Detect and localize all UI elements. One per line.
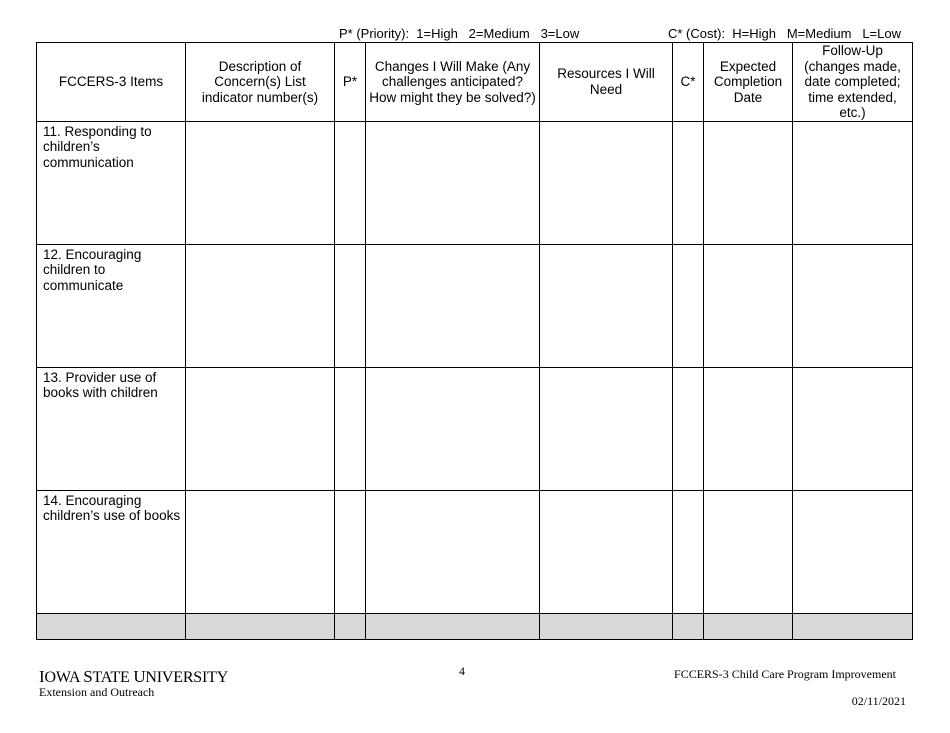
- extension-text: Extension and Outreach: [39, 685, 155, 699]
- document-date: 02/11/2021: [851, 694, 906, 708]
- completion-date-cell[interactable]: [704, 121, 793, 244]
- shaded-cell: [793, 613, 913, 639]
- priority-cell[interactable]: [335, 121, 366, 244]
- header-cost: C*: [673, 43, 704, 122]
- shaded-cell: [366, 613, 540, 639]
- improvement-plan-table: [36, 42, 913, 640]
- header-row: [37, 43, 913, 122]
- description-cell[interactable]: [186, 121, 335, 244]
- priority-cell[interactable]: [335, 367, 366, 490]
- shaded-cell: [704, 613, 793, 639]
- priority-cell[interactable]: [335, 490, 366, 613]
- changes-cell[interactable]: [366, 490, 540, 613]
- completion-date-cell[interactable]: [704, 490, 793, 613]
- changes-cell[interactable]: [366, 367, 540, 490]
- table-row: [37, 490, 913, 613]
- description-cell[interactable]: [186, 490, 335, 613]
- follow-up-cell[interactable]: [793, 490, 913, 613]
- cost-cell[interactable]: [673, 121, 704, 244]
- item-label: 14. Encouraging children’s use of books: [37, 490, 186, 613]
- shaded-cell: [335, 613, 366, 639]
- shaded-cell: [37, 613, 186, 639]
- resources-cell[interactable]: [540, 244, 673, 367]
- document-title: FCCERS-3 Child Care Program Improvement: [674, 667, 896, 681]
- header-description: Description of Concern(s) List indicator number(s): [186, 43, 335, 122]
- item-label: 13. Provider use of books with children: [37, 367, 186, 490]
- university-wordmark: IOWA STATE UNIVERSITY: [39, 667, 229, 686]
- cost-cell[interactable]: [673, 490, 704, 613]
- shaded-cell: [673, 613, 704, 639]
- follow-up-cell[interactable]: [793, 244, 913, 367]
- resources-cell[interactable]: [540, 490, 673, 613]
- changes-cell[interactable]: [366, 244, 540, 367]
- resources-cell[interactable]: [540, 367, 673, 490]
- table-row: [37, 367, 913, 490]
- priority-legend: P* (Priority): 1=High 2=Medium 3=Low: [339, 26, 580, 41]
- description-cell[interactable]: [186, 244, 335, 367]
- changes-cell[interactable]: [366, 121, 540, 244]
- shaded-cell: [186, 613, 335, 639]
- description-cell[interactable]: [186, 367, 335, 490]
- shaded-footer-row: [37, 613, 913, 639]
- header-resources: Resources I Will Need: [540, 43, 673, 122]
- header-priority: P*: [335, 43, 366, 122]
- item-label: 12. Encouraging children to communicate: [37, 244, 186, 367]
- cost-cell[interactable]: [673, 244, 704, 367]
- isu-logo: [39, 669, 228, 699]
- header-items: FCCERS-3 Items: [37, 43, 186, 122]
- follow-up-cell[interactable]: [793, 121, 913, 244]
- header-completion-date: Expected Completion Date: [704, 43, 793, 122]
- table-row: [37, 244, 913, 367]
- page-number: 4: [459, 664, 465, 678]
- completion-date-cell[interactable]: [704, 367, 793, 490]
- priority-cell[interactable]: [335, 244, 366, 367]
- completion-date-cell[interactable]: [704, 244, 793, 367]
- follow-up-cell[interactable]: [793, 367, 913, 490]
- item-label: 11. Responding to children’s communication: [37, 121, 186, 244]
- header-follow-up: Follow-Up (changes made, date completed; time extended, etc.): [793, 43, 913, 122]
- cost-legend: C* (Cost): H=High M=Medium L=Low: [668, 26, 901, 41]
- header-changes: Changes I Will Make (Any challenges anticipated? How might they be solved?): [366, 43, 540, 122]
- table-row: [37, 121, 913, 244]
- cost-cell[interactable]: [673, 367, 704, 490]
- resources-cell[interactable]: [540, 121, 673, 244]
- shaded-cell: [540, 613, 673, 639]
